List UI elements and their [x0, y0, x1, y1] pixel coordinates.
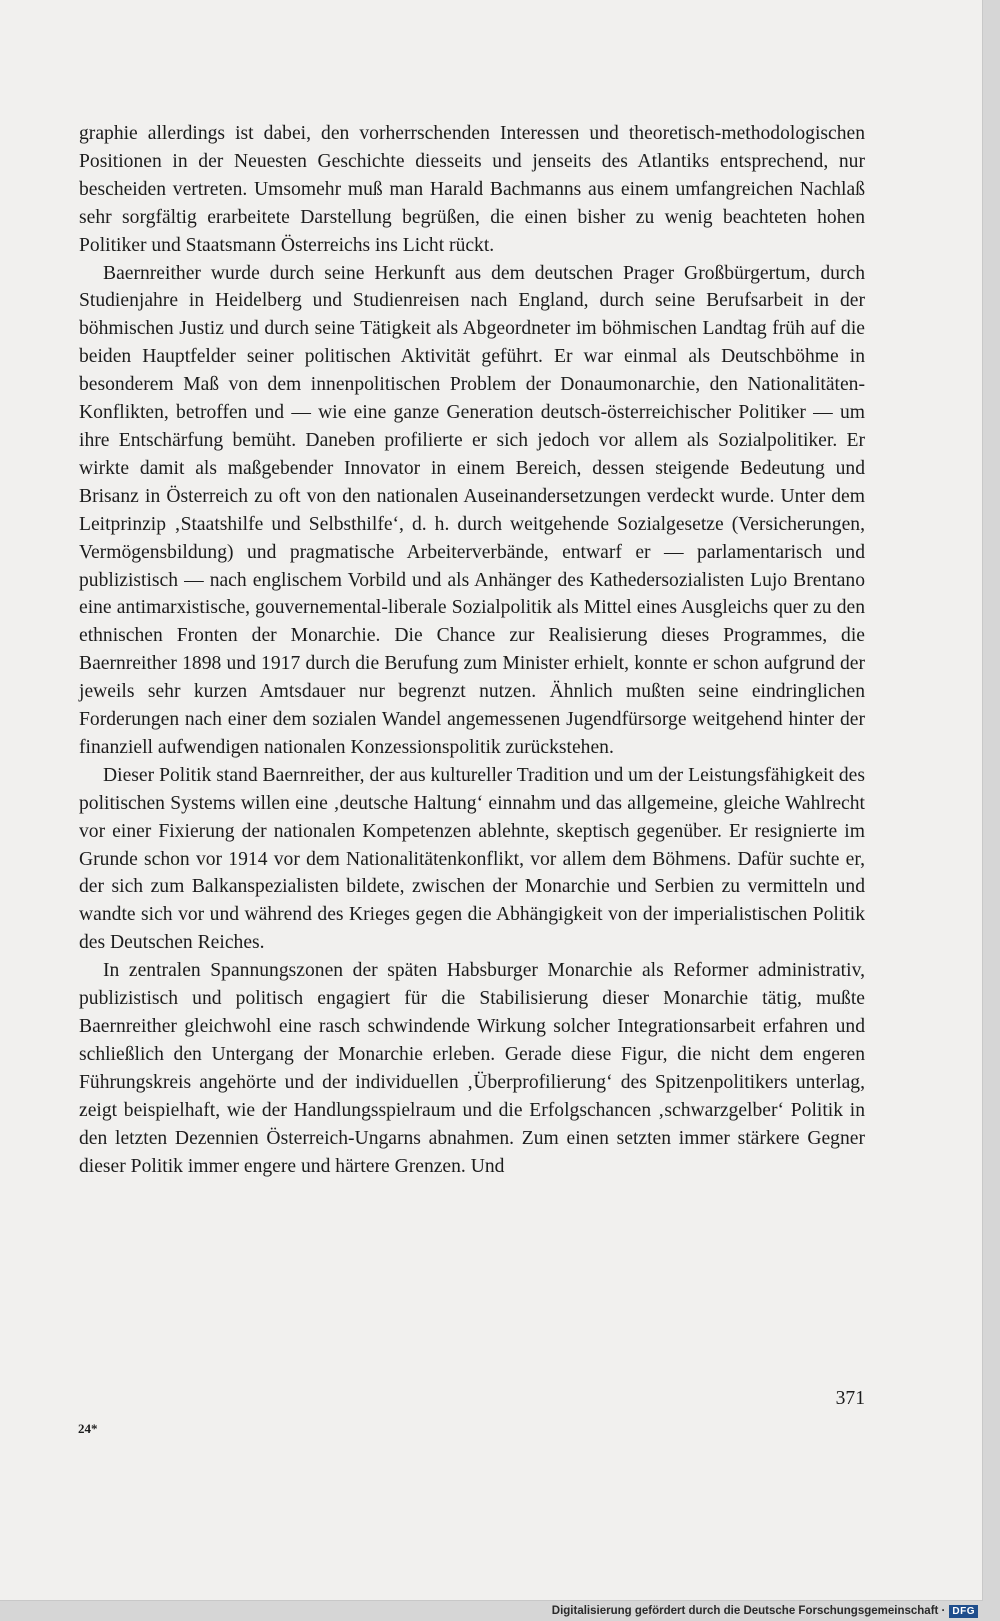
body-text: [79, 120, 865, 1180]
signature-mark: 24*: [78, 1421, 98, 1436]
paragraph-1: graphie allerdings ist dabei, den vorherrschenden Interessen und theoretisch-methodologischen Positionen in der Neuesten Geschichte diesseits und jenseits des Atlantiks entsprechend, nur bescheiden vertreten. Umsomehr muß man Harald Bachmanns aus einem umfangreichen Nachlaß sehr sorgfältig erarbeitete Darstellung begrüßen, die einen bisher zu wenig beachteten hohen Politiker und Staatsmann Österreichs ins Licht rückt.: [79, 123, 865, 256]
paragraph-4: In zentralen Spannungszonen der späten Habsburger Monarchie als Reformer administrativ, publizistisch und politisch engagiert für die Stabilisierung dieser Monarchie tätig, mußte Baernreither gleichwohl eine rasch schwindende Wirkung solcher Integrationsarbeit erfahren und schließlich den Untergang der Monarchie erleben. Gerade diese Figur, die nicht dem engeren Führungskreis angehörte und der individuellen ‚Überprofilierung‘ des Spitzenpolitikers unterlag, zeigt beispielhaft, wie der Handlungsspielraum und die Erfolgschancen ‚schwarzgelber‘ Politik in den letzten Dezennien Österreich-Ungarns abnahmen. Zum einen setzten immer stärkere Gegner dieser Politik immer engere und härtere Grenzen. Und: [79, 960, 865, 1177]
paragraph-3: Dieser Politik stand Baernreither, der aus kultureller Tradition und um der Leistungsfähigkeit des politischen Systems willen eine ‚deutsche Haltung‘ einnahm und das allgemeine, gleiche Wahlrecht vor einer Fixierung der nationalen Kompetenzen ablehnte, skeptisch gegenüber. Er resignierte im Grunde schon vor 1914 vor dem Nationalitätenkonflikt, vor allem dem Böhmens. Dafür suchte er, der sich zum Balkanspezialisten bildete, zwischen der Monarchie und Serbien zu vermitteln und wandte sich vor und während des Krieges gegen die Abhängigkeit von der imperialistischen Politik des Deutschen Reiches.: [79, 764, 865, 954]
footer-credit: Digitalisierung gefördert durch die Deutsche Forschungsgemeinschaft ·: [551, 1605, 946, 1617]
digitization-footer: [552, 1602, 978, 1620]
paragraph-2: Baernreither wurde durch seine Herkunft aus dem deutschen Prager Großbürgertum, durch Studienjahre in Heidelberg und Studienreisen nach England, durch seine Berufsarbeit in der böhmischen Justiz und durch seine Tätigkeit als Abgeordneter im böhmischen Landtag früh auf die beiden Hauptfelder seiner politischen Aktivität geführt. Er war einmal als Deutschböhme in besonderem Maß von dem innenpolitischen Problem der Donaumonarchie, den Nationalitäten-Konflikten, betroffen und — wie eine ganze Generation deutsch-österreichischer Politiker — um ihre Entschärfung bemüht. Daneben profilierte er sich jedoch vor allem als Sozialpolitiker. Er wirkte damit als maßgebender Innovator in einem Bereich, dessen steigende Bedeutung und Brisanz in Österreich zu oft von den nationalen Auseinandersetzungen verdeckt wurde. Unter dem Leitprinzip ‚Staatshilfe und Selbsthilfe‘, d. h. durch weitgehende Sozialgesetze (Versicherungen, Vermögensbildung) und pragmatische Arbeiterverbände, entwarf er — parlamentarisch und publizistisch — nach englischem Vorbild und als Anhänger des Kathedersozialisten Lujo Brentano eine antimarxistische, gouvernemental-liberale Sozialpolitik als Mittel eines Ausgleichs quer zu den ethnischen Fronten der Monarchie. Die Chance zur Realisierung dieses Programmes, die Baernreither 1898 und 1917 durch die Berufung zum Minister erhielt, konnte er schon aufgrund der jeweils sehr kurzen Amtsdauer nur begrenzt nutzen. Ähnlich mußten seine eindringlichen Forderungen nach einer dem sozialen Wandel angemessenen Jugendfürsorge weitgehend hinter der finanziell aufwendigen nationalen Konzessionspolitik zurückstehen.: [79, 262, 865, 758]
page-number: 371: [835, 1388, 865, 1409]
dfg-logo-icon: DFG: [949, 1605, 978, 1618]
